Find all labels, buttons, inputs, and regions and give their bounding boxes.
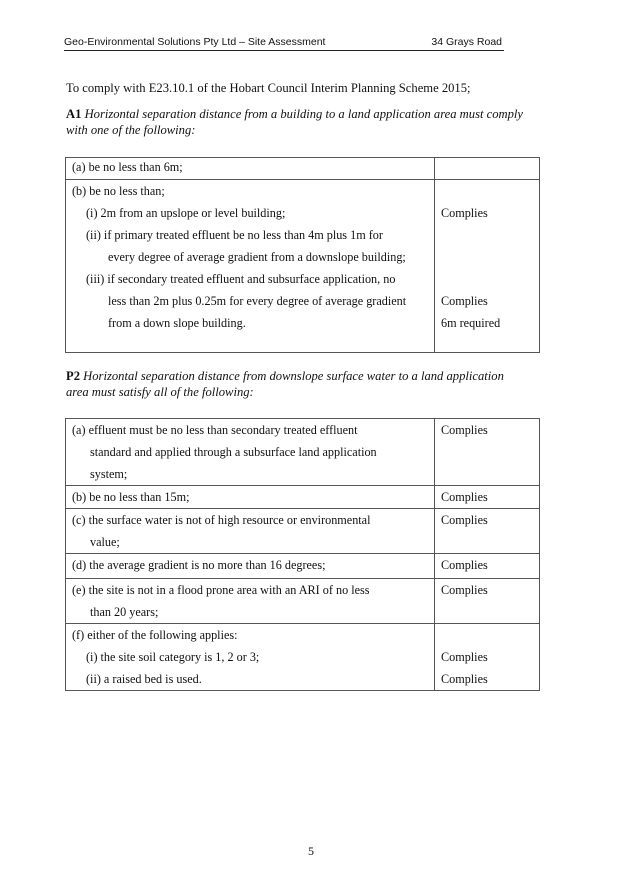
row-a-status <box>441 158 533 178</box>
p2-text-line1: Horizontal separation distance from downslope surface water to a land application <box>83 369 504 383</box>
row-b-status-2 <box>441 224 533 246</box>
t2-row-b-status: Complies <box>441 490 488 504</box>
row-b-line-2: (ii) if primary treated effluent be no less than 4m plus 1m for <box>86 228 383 242</box>
row-a-text: (a) be no less than 6m; <box>72 160 183 174</box>
table-row <box>66 486 540 509</box>
row-b-line-4: (iii) if secondary treated effluent and subsurface application, no <box>86 272 396 286</box>
t2-row-c-line-1: value; <box>90 535 120 549</box>
row-b-status-3 <box>441 246 533 268</box>
row-b-line-0: (b) be no less than; <box>72 184 165 198</box>
t2-row-a-status: Complies <box>441 423 488 437</box>
a1-table <box>65 157 540 353</box>
t2-row-f-line-1: (i) the site soil category is 1, 2 or 3; <box>86 650 260 664</box>
table-row <box>66 624 540 691</box>
t2-row-b-text: (b) be no less than 15m; <box>72 490 190 504</box>
t2-row-e-status: Complies <box>441 583 488 597</box>
row-b-line-6: from a down slope building. <box>108 316 246 330</box>
t2-row-a-line-2: system; <box>90 467 128 481</box>
table-row <box>66 554 540 579</box>
t2-row-a-line-0: (a) effluent must be no less than secondary treated effluent <box>72 423 358 437</box>
row-b-line-3: every degree of average gradient from a downslope building; <box>108 250 406 264</box>
p2-heading <box>66 368 540 400</box>
row-b-status-0 <box>441 180 533 202</box>
t2-row-e-line-0: (e) the site is not in a flood prone area with an ARI of no less <box>72 583 370 597</box>
t2-row-e-line-1: than 20 years; <box>90 605 159 619</box>
table-row <box>66 158 540 180</box>
t2-row-c-status: Complies <box>441 513 488 527</box>
table-row <box>66 180 540 353</box>
t2-row-f-line-0: (f) either of the following applies: <box>72 628 238 642</box>
row-b-status-4 <box>441 268 533 290</box>
header-address: 34 Grays Road <box>431 36 502 48</box>
a1-label: A1 <box>66 107 82 121</box>
row-b-status-6: 6m required <box>441 316 501 330</box>
t2-row-f-line-2: (ii) a raised bed is used. <box>86 672 202 686</box>
t2-row-f-status-1: Complies <box>441 650 488 664</box>
p2-text-line2: area must satisfy all of the following: <box>66 385 254 399</box>
p2-table <box>65 418 540 691</box>
t2-row-f-status-0 <box>441 624 533 646</box>
header-company: Geo-Environmental Solutions Pty Ltd – Site Assessment <box>64 36 326 48</box>
table-row <box>66 509 540 554</box>
table-row <box>66 579 540 624</box>
row-b-status-1: Complies <box>441 206 488 220</box>
t2-row-a-line-1: standard and applied through a subsurface land application <box>90 445 377 459</box>
row-b-line-5: less than 2m plus 0.25m for every degree of average gradient <box>108 294 407 308</box>
t2-row-d-status: Complies <box>441 558 488 572</box>
a1-text-line1: Horizontal separation distance from a building to a land application area must comply <box>84 107 523 121</box>
page-number: 5 <box>308 844 314 858</box>
a1-text-line2: with one of the following: <box>66 123 196 137</box>
row-b-status-5: Complies <box>441 294 488 308</box>
t2-row-c-line-0: (c) the surface water is not of high resource or environmental <box>72 513 371 527</box>
intro-paragraph: To comply with E23.10.1 of the Hobart Council Interim Planning Scheme 2015; <box>66 81 471 95</box>
row-b-line-1: (i) 2m from an upslope or level building; <box>86 206 286 220</box>
p2-label: P2 <box>66 369 80 383</box>
t2-row-d-text: (d) the average gradient is no more than 16 degrees; <box>72 558 326 572</box>
a1-heading <box>66 106 540 138</box>
table-row <box>66 419 540 486</box>
t2-row-f-status-2: Complies <box>441 672 488 686</box>
page-header <box>64 36 504 51</box>
